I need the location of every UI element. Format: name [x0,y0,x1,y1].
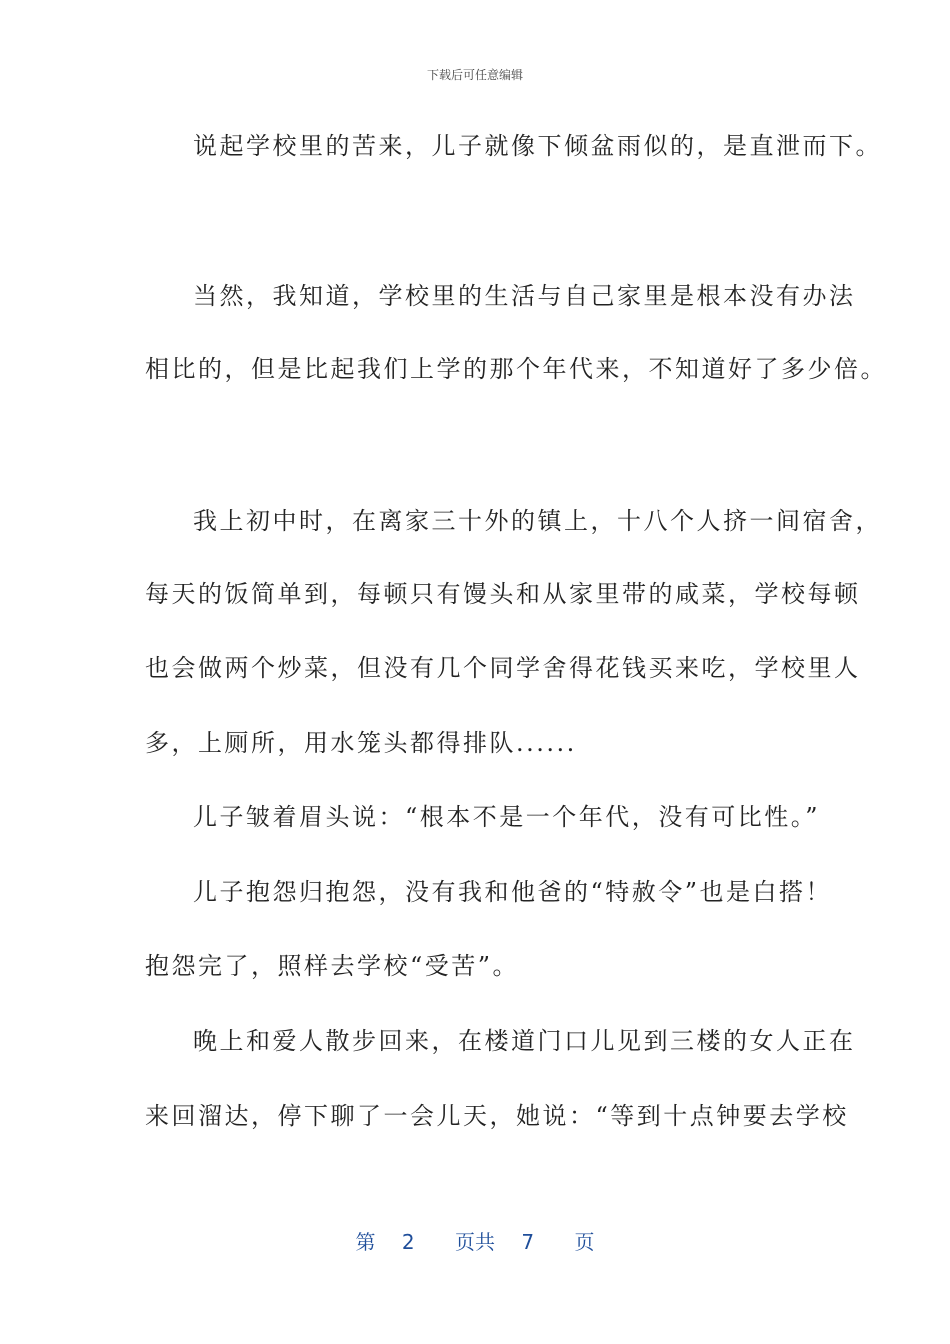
body-line: 当然，我知道，学校里的生活与自己家里是根本没有办法 [193,282,856,310]
body-line: 儿子抱怨归抱怨，没有我和他爸的“特赦令”也是白搭！ [193,878,833,906]
total-pages: 7 [521,1230,535,1254]
body-line: 相比的，但是比起我们上学的那个年代来，不知道好了多少倍。 [145,355,887,383]
body-line: 抱怨完了，照样去学校“受苦”。 [145,952,520,980]
page-label-prefix: 第 [355,1230,376,1254]
body-line: 说起学校里的苦来，儿子就像下倾盆雨似的，是直泄而下。 [193,132,882,160]
body-line: 每天的饭简单到，每顿只有馒头和从家里带的咸菜，学校每顿 [145,580,861,608]
body-line: 多，上厕所，用水笼头都得排队...... [145,729,577,757]
body-line: 儿子皱着眉头说：“根本不是一个年代，没有可比性。” [193,803,821,831]
body-line: 晚上和爱人散步回来，在楼道门口儿见到三楼的女人正在 [193,1027,856,1055]
body-line: 也会做两个炒菜，但没有几个同学舍得花钱买来吃，学校里人 [145,654,861,682]
current-page: 2 [401,1230,415,1254]
body-line: 来回溜达，停下聊了一会儿天，她说：“等到十点钟要去学校 [145,1102,849,1130]
body-line: 我上初中时，在离家三十外的镇上，十八个人挤一间宿舍， [193,507,882,535]
page-number [0,1226,950,1255]
page-label-mid: 页共 [455,1230,495,1254]
page-header-note: 下载后可任意编辑 [426,68,523,82]
page-label-suffix: 页 [574,1230,595,1254]
